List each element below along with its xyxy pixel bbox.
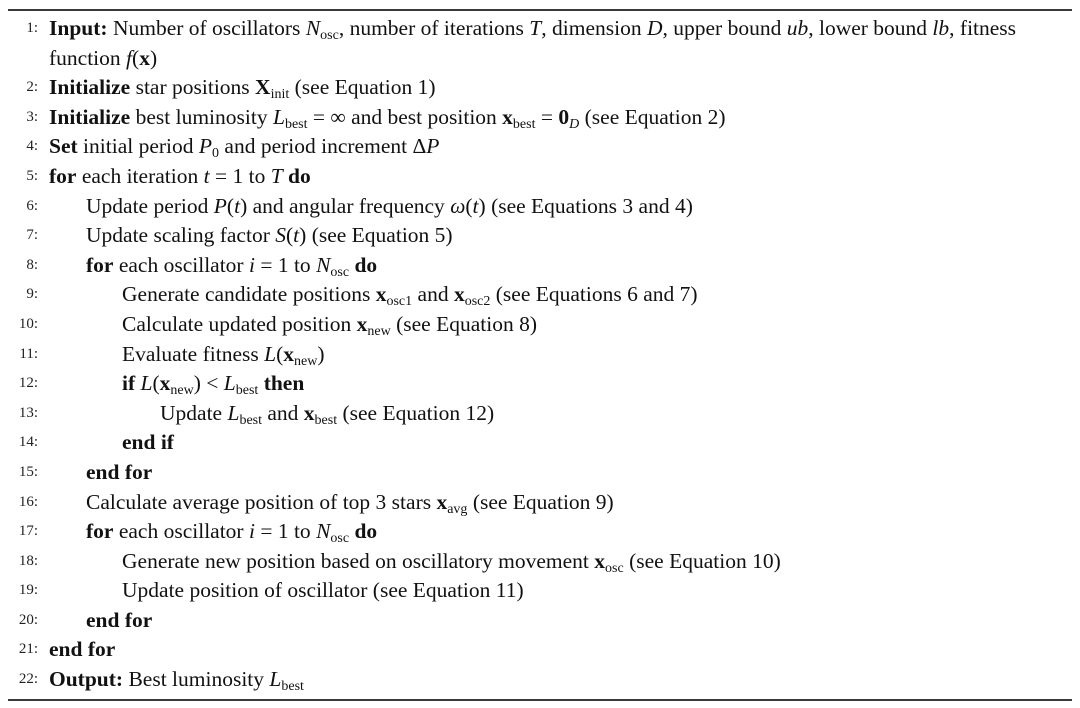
- line-content: end for: [86, 607, 153, 632]
- line-number: 2:: [26, 79, 38, 96]
- algorithm-line: [0, 280, 1080, 310]
- line-number: 10:: [18, 315, 38, 332]
- line-number: 20:: [18, 611, 38, 628]
- line-number: 14:: [18, 434, 38, 451]
- line-content: Set initial period $P_0$ and period increment ΔP: [49, 134, 440, 162]
- line-number: 18:: [18, 552, 38, 569]
- line-content: Calculate average position of top 3 stars $x_{avg}$ (see Equation 9): [86, 489, 614, 517]
- algorithm-line: [0, 369, 1080, 399]
- algorithm-listing: [0, 14, 1080, 695]
- line-content: Input: Number of oscillators $N_{osc}$, number of iterations T, dimension D, upper bound ub, lower bound lb, fitness function f(x): [49, 16, 1017, 70]
- algorithm-line: [0, 103, 1080, 133]
- line-number: 13:: [18, 404, 38, 421]
- line-number: 9:: [26, 286, 38, 303]
- line-number: 1:: [26, 20, 38, 36]
- algorithm-line: [0, 221, 1080, 251]
- line-number: 16:: [18, 493, 38, 510]
- line-content: Update period P(t) and angular frequency ω(t) (see Equations 3 and 4): [86, 193, 693, 218]
- algorithm-line: [0, 635, 1080, 665]
- line-content: Output: Best luminosity $L_{best}$: [49, 667, 304, 695]
- line-content: end for: [86, 459, 153, 484]
- line-content: Update $L_{best}$ and $x_{best}$ (see Equation 12): [160, 400, 495, 428]
- line-content: Evaluate fitness $L(x_{new})$: [122, 341, 325, 369]
- line-number: 15:: [18, 463, 38, 480]
- line-content: end if: [122, 430, 174, 455]
- line-content: end for: [49, 637, 116, 662]
- line-content: Update position of oscillator (see Equation 11): [122, 578, 524, 603]
- line-content: Generate candidate positions $x_{osc1}$ and $x_{osc2}$ (see Equations 6 and 7): [122, 282, 698, 310]
- algorithm-line: [0, 310, 1080, 340]
- line-content: Calculate updated position $x_{new}$ (see Equation 8): [122, 311, 538, 339]
- line-content: for each oscillator i = 1 to $N_{osc}$ do: [86, 519, 378, 547]
- algorithm-line: [0, 576, 1080, 606]
- algorithm-line: [0, 665, 1080, 695]
- algorithm-line: [0, 251, 1080, 281]
- algorithm-line: [0, 488, 1080, 518]
- algorithm-line: [0, 517, 1080, 547]
- bottom-rule: [8, 699, 1072, 701]
- line-content: Initialize best luminosity $L_{best}$ = ∞ and best position $x_{best} = 0_D$ (see Equation 2): [49, 104, 726, 132]
- line-number: 3:: [26, 108, 38, 125]
- algorithm-line: [0, 132, 1080, 162]
- algorithm-line: [0, 192, 1080, 222]
- line-number: 7:: [26, 227, 38, 244]
- line-content: for each iteration t = 1 to T do: [49, 163, 311, 188]
- algorithm-line: [0, 547, 1080, 577]
- algorithm-line: [0, 399, 1080, 429]
- line-number: 22:: [18, 671, 38, 688]
- line-number: 21:: [18, 641, 38, 658]
- line-number: 8:: [26, 256, 38, 273]
- line-number: 5:: [26, 167, 38, 184]
- line-content: Initialize star positions $X_{init}$ (see Equation 1): [49, 75, 436, 103]
- line-number: 6:: [26, 197, 38, 214]
- line-number: 17:: [18, 523, 38, 540]
- algorithm-line: [0, 458, 1080, 488]
- top-rule: [8, 9, 1072, 11]
- line-number: 19:: [18, 582, 38, 599]
- algorithm-line: [0, 428, 1080, 458]
- line-number: 4:: [26, 138, 38, 155]
- algorithm-line: [0, 73, 1080, 103]
- algorithm-line: [0, 606, 1080, 636]
- line-number: 11:: [19, 345, 38, 362]
- line-content: Update scaling factor S(t) (see Equation 5): [86, 223, 453, 248]
- line-content: Generate new position based on oscillatory movement $x_{osc}$ (see Equation 10): [122, 548, 781, 576]
- line-content: for each oscillator i = 1 to $N_{osc}$ do: [86, 252, 378, 280]
- line-number: 12:: [18, 375, 38, 392]
- algorithm-line: [0, 162, 1080, 192]
- algorithm-line: [0, 340, 1080, 370]
- algorithm-line: [0, 14, 1080, 73]
- line-content: if $L(x_{new}) < L_{best}$ then: [122, 371, 305, 399]
